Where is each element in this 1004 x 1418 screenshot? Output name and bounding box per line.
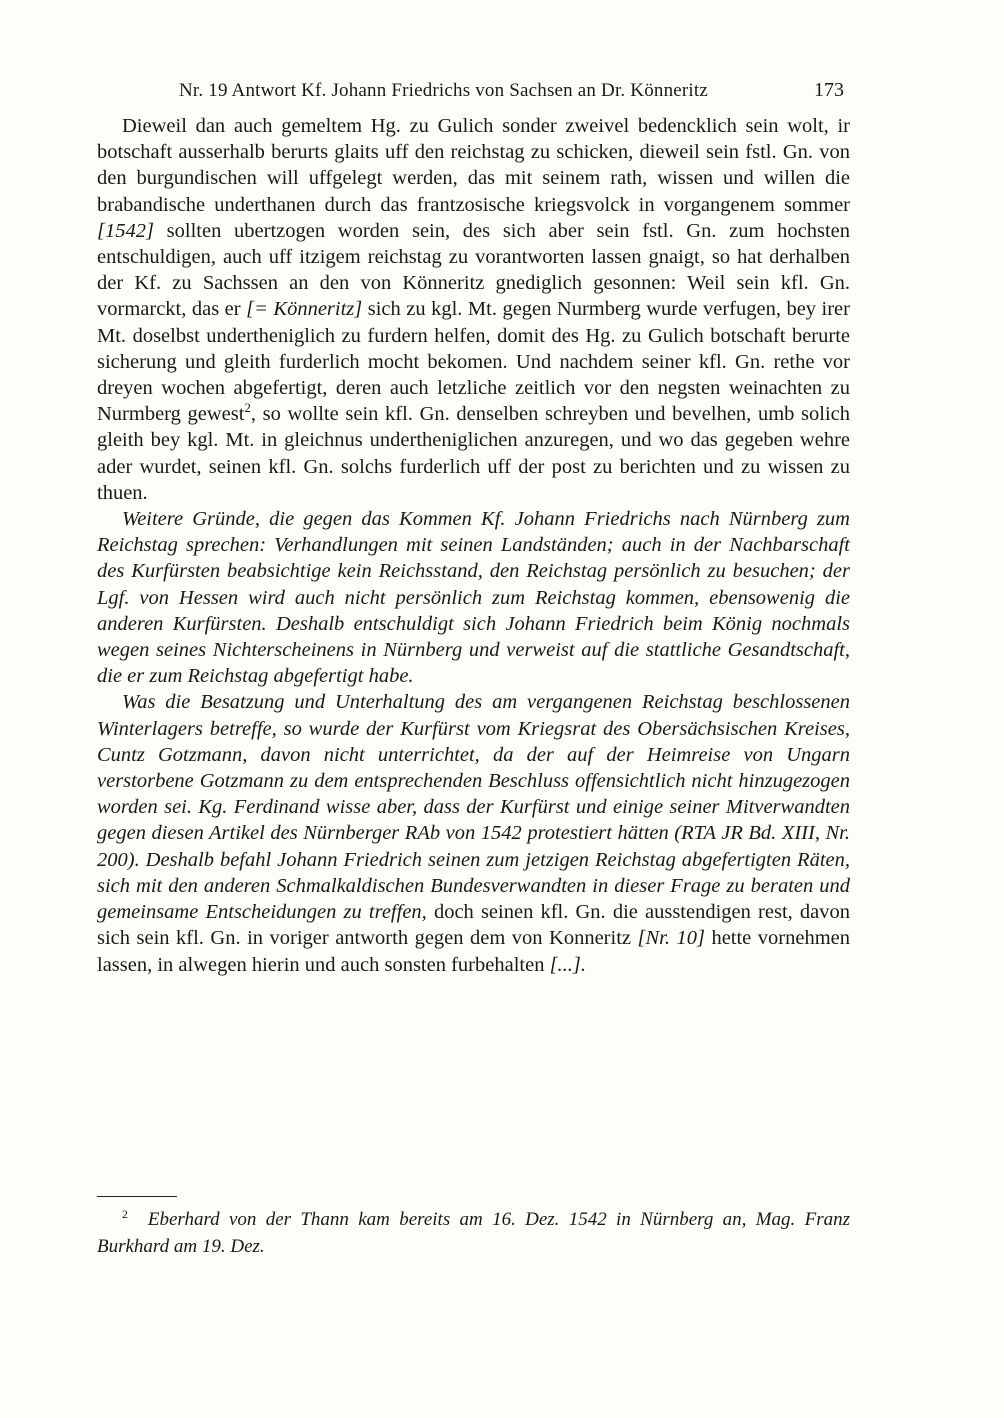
- paragraph: [97, 506, 850, 689]
- paragraph: [97, 113, 850, 506]
- text-segment: Dieweil dan auch gemeltem Hg. zu Gulich sonder zweivel bedencklich sein wolt, ir botschaft ausserhalb berurts glaits uff den reichstag zu schicken, dieweil sein fstl. Gn. von den burgundischen will uffgelegt werden, das mit seinem rath, wissen und willen die brabandische underthanen durch das frantzosische kriegsvolck in vorgangenem sommer: [97, 115, 850, 216]
- text-segment: [Nr. 10]: [637, 927, 705, 950]
- text-segment: sollten ubertzogen worden sein, des sich aber sein fstl. Gn. zum hochsten entschuldigen, auch uff itzigem reichstag zu vorantworten lassen gnaigt, so hat derhalben der Kf. zu Sachssen an den von Könneritz gnediglich gesonnen: Weil sein kfl. Gn. vormarckt, das er: [97, 219, 850, 321]
- footnote-text: Eberhard von der Thann kam bereits am 16. Dez. 1542 in Nürnberg an, Mag. Franz Burkhard am 19. Dez.: [97, 1209, 850, 1257]
- footnote: [97, 1206, 850, 1260]
- text-segment: hette vornehmen lassen, in alwegen hierin und auch sonsten furbehalten: [97, 927, 850, 976]
- footnote-marker: 2: [122, 1207, 128, 1221]
- text-segment: doch seinen kfl. Gn. die ausstendigen rest, davon sich sein kfl. Gn. in voriger antworth gegen dem von Konneritz: [97, 901, 851, 950]
- body-text: [97, 113, 850, 978]
- footnote-reference: 2: [244, 401, 251, 416]
- text-segment: [...].: [549, 953, 587, 976]
- text-segment: [= Könneritz]: [246, 298, 363, 321]
- text-segment: [1542]: [97, 219, 154, 242]
- paragraph: [97, 689, 850, 977]
- page-number: 173: [814, 79, 844, 101]
- text-segment: , so wollte sein kfl. Gn. denselben schreyben und bevelhen, umb solich gleith bey kgl. Mt. in gleichnus undertheniglichen anzuregen, und wo das gegeben wehre ader wurdet, seinen kfl. Gn. solchs furderlich uff der post zu berichten und zu wissen zu thuen.: [97, 403, 851, 504]
- text-segment: Was die Besatzung und Unterhaltung des am vergangenen Reichstag beschlossenen Winterlagers betreffe, so wurde der Kurfürst vom Kriegsrat des Obersächsischen Kreises, Cuntz Gotzmann, davon nicht unterrichtet, da der auf der Heimreise von Ungarn verstorbene Gotzmann zu dem entsprechenden Beschluss offensichtlich nicht hinzugezogen worden sei. Kg. Ferdinand wisse aber, dass der Kurfürst und einige seiner Mitverwandten gegen diesen Artikel des Nürnberger RAb von 1542 protestiert hätten (RTA JR Bd. XIII, Nr. 200). Deshalb befahl Johann Friedrich seinen zum jetzigen Reichstag abgefertigten Räten, sich mit den anderen Schmalkaldischen Bundesverwandten in dieser Frage zu beraten und gemeinsame Entscheidungen zu treffen,: [97, 691, 850, 924]
- text-segment: sich zu kgl. Mt. gegen Nurmberg wurde verfugen, bey irer Mt. doselbst undertheniglich zu furdern helfen, domit des Hg. zu Gulich botschaft berurte sicherung und gleith furderlich mocht bekomen. Und nachdem seiner kfl. Gn. rethe vor dreyen wochen abgefertigt, deren auch letzliche zeitlich vor den negsten weinachten zu Nurmberg gewest: [97, 298, 850, 426]
- footnote-divider: [97, 1196, 177, 1197]
- text-segment: Weitere Gründe, die gegen das Kommen Kf. Johann Friedrichs nach Nürnberg zum Reichstag sprechen: Verhandlungen mit seinen Landständen; auch in der Nachbarschaft des Kurfürsten beabsichtige kein Reichsstand, den Reichstag persönlich zu besuchen; der Lgf. von Hessen wird auch nicht persönlich zum Reichstag kommen, ebensowenig die anderen Kurfürsten. Deshalb entschuldigt sich Johann Friedrich beim König nochmals wegen seines Nichterscheinens in Nürnberg und verweist auf die stattliche Gesandtschaft, die er zum Reichstag abgefertigt habe.: [97, 508, 850, 688]
- page-header: [97, 80, 850, 102]
- running-header-title: Nr. 19 Antwort Kf. Johann Friedrichs von Sachsen an Dr. Könneritz: [179, 80, 708, 101]
